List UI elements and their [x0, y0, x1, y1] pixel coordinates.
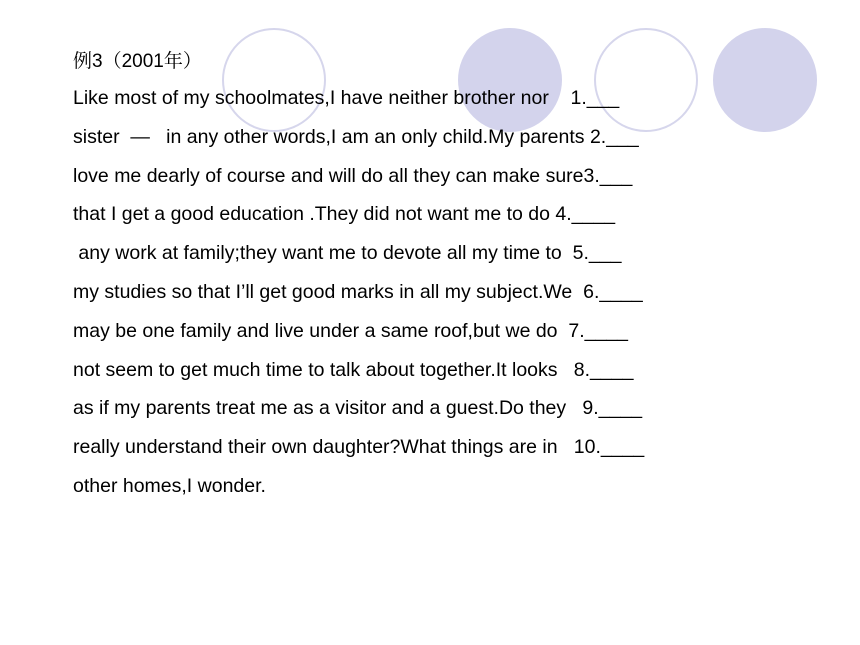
text-line-9: as if my parents treat me as a visitor and a guest.Do they 9.____: [73, 397, 643, 420]
text-line-7: may be one family and live under a same roof,but we do 7.____: [73, 319, 628, 342]
slide-content: [73, 45, 793, 506]
text-line-10: really understand their own daughter?What things are in 10.____: [73, 436, 645, 459]
slide-title: 例3（2001年）: [73, 51, 202, 72]
text-line-2: sister — in any other words,I am an only child.My parents 2.___: [73, 125, 639, 148]
text-line-1: Like most of my schoolmates,I have neither brother nor 1.___: [73, 87, 620, 109]
text-line-4: that I get a good education .They did not want me to do 4.____: [73, 203, 616, 226]
text-line-8: not seem to get much time to talk about together.It looks 8.____: [73, 358, 634, 381]
text-line-6: my studies so that I’ll get good marks in all my subject.We 6.____: [73, 280, 643, 303]
text-line-11: other homes,I wonder.: [73, 474, 266, 497]
text-line-5: any work at family;they want me to devote all my time to 5.___: [73, 242, 622, 265]
text-line-3: love me dearly of course and will do all they can make sure3.___: [73, 164, 633, 187]
